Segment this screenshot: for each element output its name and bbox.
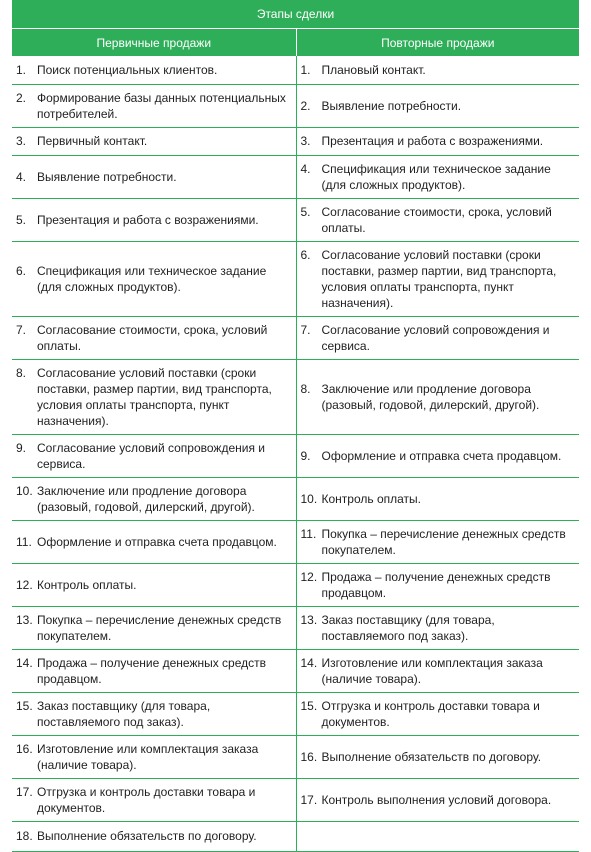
repeat-sales-cell — [296, 359, 579, 434]
table-row — [12, 563, 579, 606]
repeat-sales-cell — [296, 692, 579, 735]
primary-sales-cell — [12, 198, 296, 241]
primary-sales-cell — [12, 127, 296, 155]
stage-item — [16, 440, 288, 472]
table-row — [12, 778, 579, 821]
stage-item — [16, 483, 288, 515]
table-title: Этапы сделки — [12, 0, 579, 29]
stage-item — [301, 792, 572, 808]
stage-number: 10. — [16, 483, 33, 498]
stage-text: Формирование базы данных потенциальных потребителей. — [37, 90, 286, 121]
stage-text: Выявление потребности. — [321, 98, 462, 113]
stage-item — [301, 491, 572, 507]
primary-sales-cell — [12, 155, 296, 198]
stage-number: 12. — [300, 569, 318, 584]
stage-number: 11. — [16, 534, 32, 549]
stage-item — [301, 749, 572, 765]
stage-number: 14. — [16, 655, 33, 670]
stage-number: 10. — [300, 491, 318, 506]
stage-item — [16, 62, 288, 78]
primary-sales-cell — [12, 692, 296, 735]
table-row — [12, 316, 579, 359]
repeat-sales-cell — [296, 649, 579, 692]
stage-number: 16. — [16, 741, 33, 756]
repeat-sales-cell — [296, 155, 579, 198]
stage-number: 4. — [300, 161, 311, 176]
stage-number: 1. — [16, 62, 27, 77]
stage-item — [301, 133, 572, 149]
stage-text: Поиск потенциальных клиентов. — [37, 62, 218, 77]
stage-number: 15. — [300, 698, 318, 713]
stage-text: Согласование условий поставки (сроки поставки, размер партии, вид транспорта, условия оплаты транспорта, пункт назначения). — [321, 247, 557, 310]
primary-sales-cell — [12, 563, 296, 606]
stage-number: 4. — [16, 169, 27, 184]
column-header-primary-sales: Первичные продажи — [12, 29, 296, 56]
primary-sales-cell — [12, 735, 296, 778]
stage-text: Презентация и работа с возражениями. — [321, 134, 544, 148]
primary-sales-cell — [12, 477, 296, 520]
stage-text: Контроль оплаты. — [321, 491, 421, 506]
stage-item — [301, 247, 572, 311]
stage-text: Выполнение обязательств по договору. — [321, 749, 542, 764]
stage-text: Согласование условий поставки (сроки поставки, размер партии, вид транспорта, условия оплаты транспорта, пункт назначения). — [37, 365, 272, 428]
stage-item — [301, 569, 572, 601]
table-row — [12, 649, 579, 692]
table-row — [12, 520, 579, 563]
stage-text: Покупка – перечисление денежных средств покупателем. — [321, 526, 566, 557]
stage-number: 8. — [300, 381, 311, 396]
table-row — [12, 735, 579, 778]
table-row — [12, 241, 579, 316]
primary-sales-cell — [12, 606, 296, 649]
stage-text: Согласование условий сопровождения и сервиса. — [321, 322, 550, 353]
stage-number: 6. — [16, 263, 27, 278]
table-row — [12, 692, 579, 735]
stage-number: 18. — [16, 829, 33, 843]
stage-text: Отгрузка и контроль доставки товара и документов. — [37, 784, 256, 815]
stage-number: 17. — [300, 792, 318, 807]
stage-text: Согласование условий сопровождения и сервиса. — [37, 440, 265, 471]
repeat-sales-cell — [296, 735, 579, 778]
stage-text: Изготовление или комплектация заказа (наличие товара). — [321, 655, 543, 686]
stage-item — [16, 322, 288, 354]
stage-number: 12. — [16, 577, 33, 592]
repeat-sales-cell — [296, 606, 579, 649]
stage-text: Отгрузка и контроль доставки товара и документов. — [321, 698, 540, 729]
stage-number: 13. — [16, 612, 33, 627]
stage-text: Согласование стоимости, срока, условий оплаты. — [37, 322, 268, 353]
stage-item — [16, 133, 288, 149]
stage-item — [301, 698, 572, 730]
stage-item — [301, 62, 572, 78]
stage-item — [16, 212, 288, 228]
stage-item — [16, 534, 288, 550]
stage-number: 17. — [16, 784, 33, 799]
stage-number: 9. — [16, 440, 27, 455]
table-row — [12, 477, 579, 520]
stage-item — [301, 655, 572, 687]
primary-sales-cell — [12, 241, 296, 316]
stage-text: Первичный контакт. — [37, 134, 148, 148]
stage-item — [301, 448, 572, 464]
stage-item — [16, 784, 288, 816]
stage-item — [16, 169, 288, 185]
repeat-sales-cell — [296, 778, 579, 821]
repeat-sales-cell — [296, 477, 579, 520]
stage-number: 2. — [300, 98, 311, 113]
stage-text: Продажа – получение денежных средств продавцом. — [321, 569, 551, 600]
stage-number: 3. — [300, 134, 311, 148]
repeat-sales-cell — [296, 56, 579, 84]
primary-sales-cell — [12, 649, 296, 692]
stage-text: Спецификация или техническое задание (для сложных продуктов). — [321, 161, 551, 192]
stage-number: 15. — [16, 698, 33, 713]
primary-sales-cell — [12, 316, 296, 359]
primary-sales-cell — [12, 84, 296, 127]
table-row — [12, 56, 579, 84]
stage-text: Презентация и работа с возражениями. — [37, 212, 259, 227]
repeat-sales-cell — [296, 241, 579, 316]
stage-number: 8. — [16, 365, 27, 380]
table-header-row — [12, 29, 579, 56]
stage-item — [16, 741, 288, 773]
repeat-sales-cell — [296, 316, 579, 359]
deal-stages-table — [12, 29, 579, 852]
stage-text: Заказ поставщику (для товара, поставляемого под заказ). — [37, 698, 211, 729]
primary-sales-cell — [12, 56, 296, 84]
stage-number: 3. — [16, 134, 27, 148]
stage-item — [301, 322, 572, 354]
repeat-sales-cell — [296, 127, 579, 155]
stage-item — [301, 381, 572, 413]
deal-stages-document — [12, 0, 579, 852]
stage-number: 11. — [300, 526, 317, 541]
stage-item — [16, 90, 288, 122]
stage-text: Оформление и отправка счета продавцом. — [321, 448, 562, 463]
stage-text: Выявление потребности. — [37, 169, 177, 184]
stage-text: Согласование стоимости, срока, условий оплаты. — [321, 204, 552, 235]
stage-number: 7. — [16, 322, 27, 337]
stage-item — [301, 612, 572, 644]
stage-text: Изготовление или комплектация заказа (наличие товара). — [37, 741, 259, 772]
stage-number: 7. — [300, 322, 311, 337]
primary-sales-cell — [12, 434, 296, 477]
table-row — [12, 84, 579, 127]
stage-item — [16, 365, 288, 429]
stage-text: Контроль оплаты. — [37, 577, 137, 592]
stage-text: Покупка – перечисление денежных средств покупателем. — [37, 612, 282, 643]
stage-text: Продажа – получение денежных средств продавцом. — [37, 655, 267, 686]
stage-number: 2. — [16, 90, 27, 105]
stage-number: 1. — [300, 62, 311, 77]
stage-number: 9. — [300, 448, 311, 463]
stage-number: 14. — [300, 655, 318, 670]
repeat-sales-cell — [296, 434, 579, 477]
stage-text: Спецификация или техническое задание (для сложных продуктов). — [37, 263, 267, 294]
stage-item — [301, 98, 572, 114]
table-row — [12, 359, 579, 434]
repeat-sales-cell — [296, 84, 579, 127]
table-row — [12, 198, 579, 241]
stage-number: 6. — [300, 247, 311, 262]
stage-text: Контроль выполнения условий договора. — [321, 792, 552, 807]
stage-item — [16, 828, 288, 844]
stage-number: 16. — [300, 749, 318, 764]
stage-text: Заключение или продление договора (разовый, годовой, дилерский, другой). — [37, 483, 255, 514]
table-row — [12, 127, 579, 155]
table-row — [12, 155, 579, 198]
column-header-repeat-sales: Повторные продажи — [296, 29, 579, 56]
table-row — [12, 434, 579, 477]
stage-number: 5. — [16, 212, 27, 227]
stage-item — [301, 161, 572, 193]
stage-text: Плановый контакт. — [321, 62, 426, 77]
stage-text: Заключение или продление договора (разовый, годовой, дилерский, другой). — [321, 381, 540, 412]
stage-number: 5. — [300, 204, 311, 219]
stage-item — [16, 577, 288, 593]
primary-sales-cell — [12, 778, 296, 821]
repeat-sales-cell — [296, 198, 579, 241]
repeat-sales-cell — [296, 520, 579, 563]
stage-item — [301, 204, 572, 236]
stage-item — [16, 612, 288, 644]
repeat-sales-cell — [296, 563, 579, 606]
stage-item — [301, 526, 572, 558]
stage-text: Выполнение обязательств по договору. — [37, 829, 257, 843]
primary-sales-cell — [12, 520, 296, 563]
stage-text: Заказ поставщику (для товара, поставляемого под заказ). — [321, 612, 495, 643]
stage-text: Оформление и отправка счета продавцом. — [37, 534, 277, 549]
stage-number: 13. — [300, 612, 318, 627]
stage-item — [16, 698, 288, 730]
stage-item — [16, 655, 288, 687]
stage-item — [16, 263, 288, 295]
table-row — [12, 606, 579, 649]
primary-sales-cell — [12, 359, 296, 434]
